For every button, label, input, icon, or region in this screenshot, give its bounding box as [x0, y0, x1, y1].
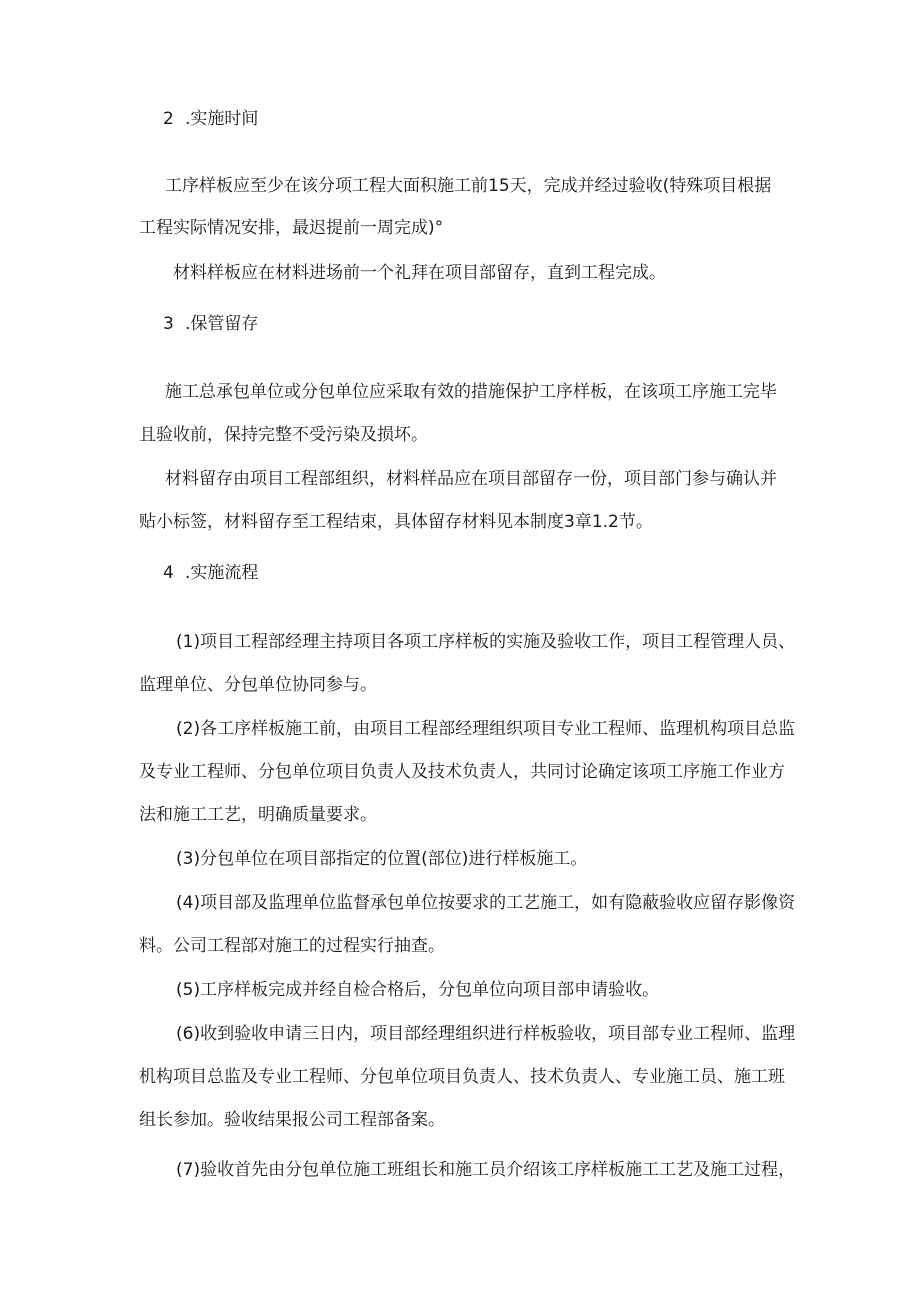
- paragraph-line: (7)验收首先由分包单位施工班组长和施工员介绍该工序样板施工工艺及施工过程，: [176, 1160, 796, 1180]
- section-title: .实施流程: [185, 563, 259, 583]
- paragraph-line: (6)收到验收申请三日内，项目部经理组织进行样板验收，项目部专业工程师、监理: [176, 1024, 796, 1044]
- paragraph-line: (5)工序样板完成并经自检合格后，分包单位向项目部申请验收。: [176, 980, 660, 1000]
- paragraph-line: 贴小标签，材料留存至工程结束，具体留存材料见本制度3章1.2节。: [139, 512, 653, 532]
- paragraph-line: 料。公司工程部对施工的过程实行抽查。: [139, 936, 445, 956]
- section-heading: [163, 313, 258, 335]
- paragraph-line: (4)项目部及监理单位监督承包单位按要求的工艺施工，如有隐蔽验收应留存影像资: [176, 893, 796, 913]
- section-heading: [163, 108, 258, 130]
- section-number: 3: [163, 314, 174, 334]
- paragraph-line: 机构项目总监及专业工程师、分包单位项目负责人、技术负责人、专业施工员、施工班: [139, 1067, 785, 1087]
- paragraph-line: 监理单位、分包单位协同参与。: [139, 675, 377, 695]
- section-number: 2: [163, 109, 174, 129]
- paragraph-line: 法和施工工艺，明确质量要求。: [139, 805, 377, 825]
- paragraph-line: 材料样板应在材料进场前一个礼拜在项目部留存，直到工程完成。: [173, 263, 666, 283]
- paragraph-line: (3)分包单位在项目部指定的位置(部位)进行样板施工。: [176, 849, 588, 869]
- paragraph-line: 施工总承包单位或分包单位应采取有效的措施保护工序样板，在该项工序施工完毕: [165, 382, 777, 402]
- paragraph-line: (1)项目工程部经理主持项目各项工序样板的实施及验收工作，项目工程管理人员、: [176, 632, 796, 652]
- paragraph-line: 且验收前，保持完整不受污染及损坏。: [139, 425, 428, 445]
- paragraph-line: 工程实际情况安排，最迟提前一周完成)°: [139, 218, 444, 238]
- paragraph-line: (2)各工序样板施工前，由项目工程部经理组织项目专业工程师、监理机构项目总监: [176, 719, 796, 739]
- section-title: .保管留存: [185, 314, 259, 334]
- paragraph-line: 组长参加。验收结果报公司工程部备案。: [139, 1110, 445, 1130]
- paragraph-line: 及专业工程师、分包单位项目负责人及技术负责人，共同讨论确定该项工序施工作业方: [139, 762, 785, 782]
- section-number: 4: [163, 563, 174, 583]
- section-heading: [163, 562, 258, 584]
- paragraph-line: 材料留存由项目工程部组织，材料样品应在项目部留存一份，项目部门参与确认并: [165, 469, 777, 489]
- section-title: .实施时间: [185, 109, 259, 129]
- paragraph-line: 工序样板应至少在该分项工程大面积施工前15天，完成并经过验收(特殊项目根据: [165, 176, 772, 196]
